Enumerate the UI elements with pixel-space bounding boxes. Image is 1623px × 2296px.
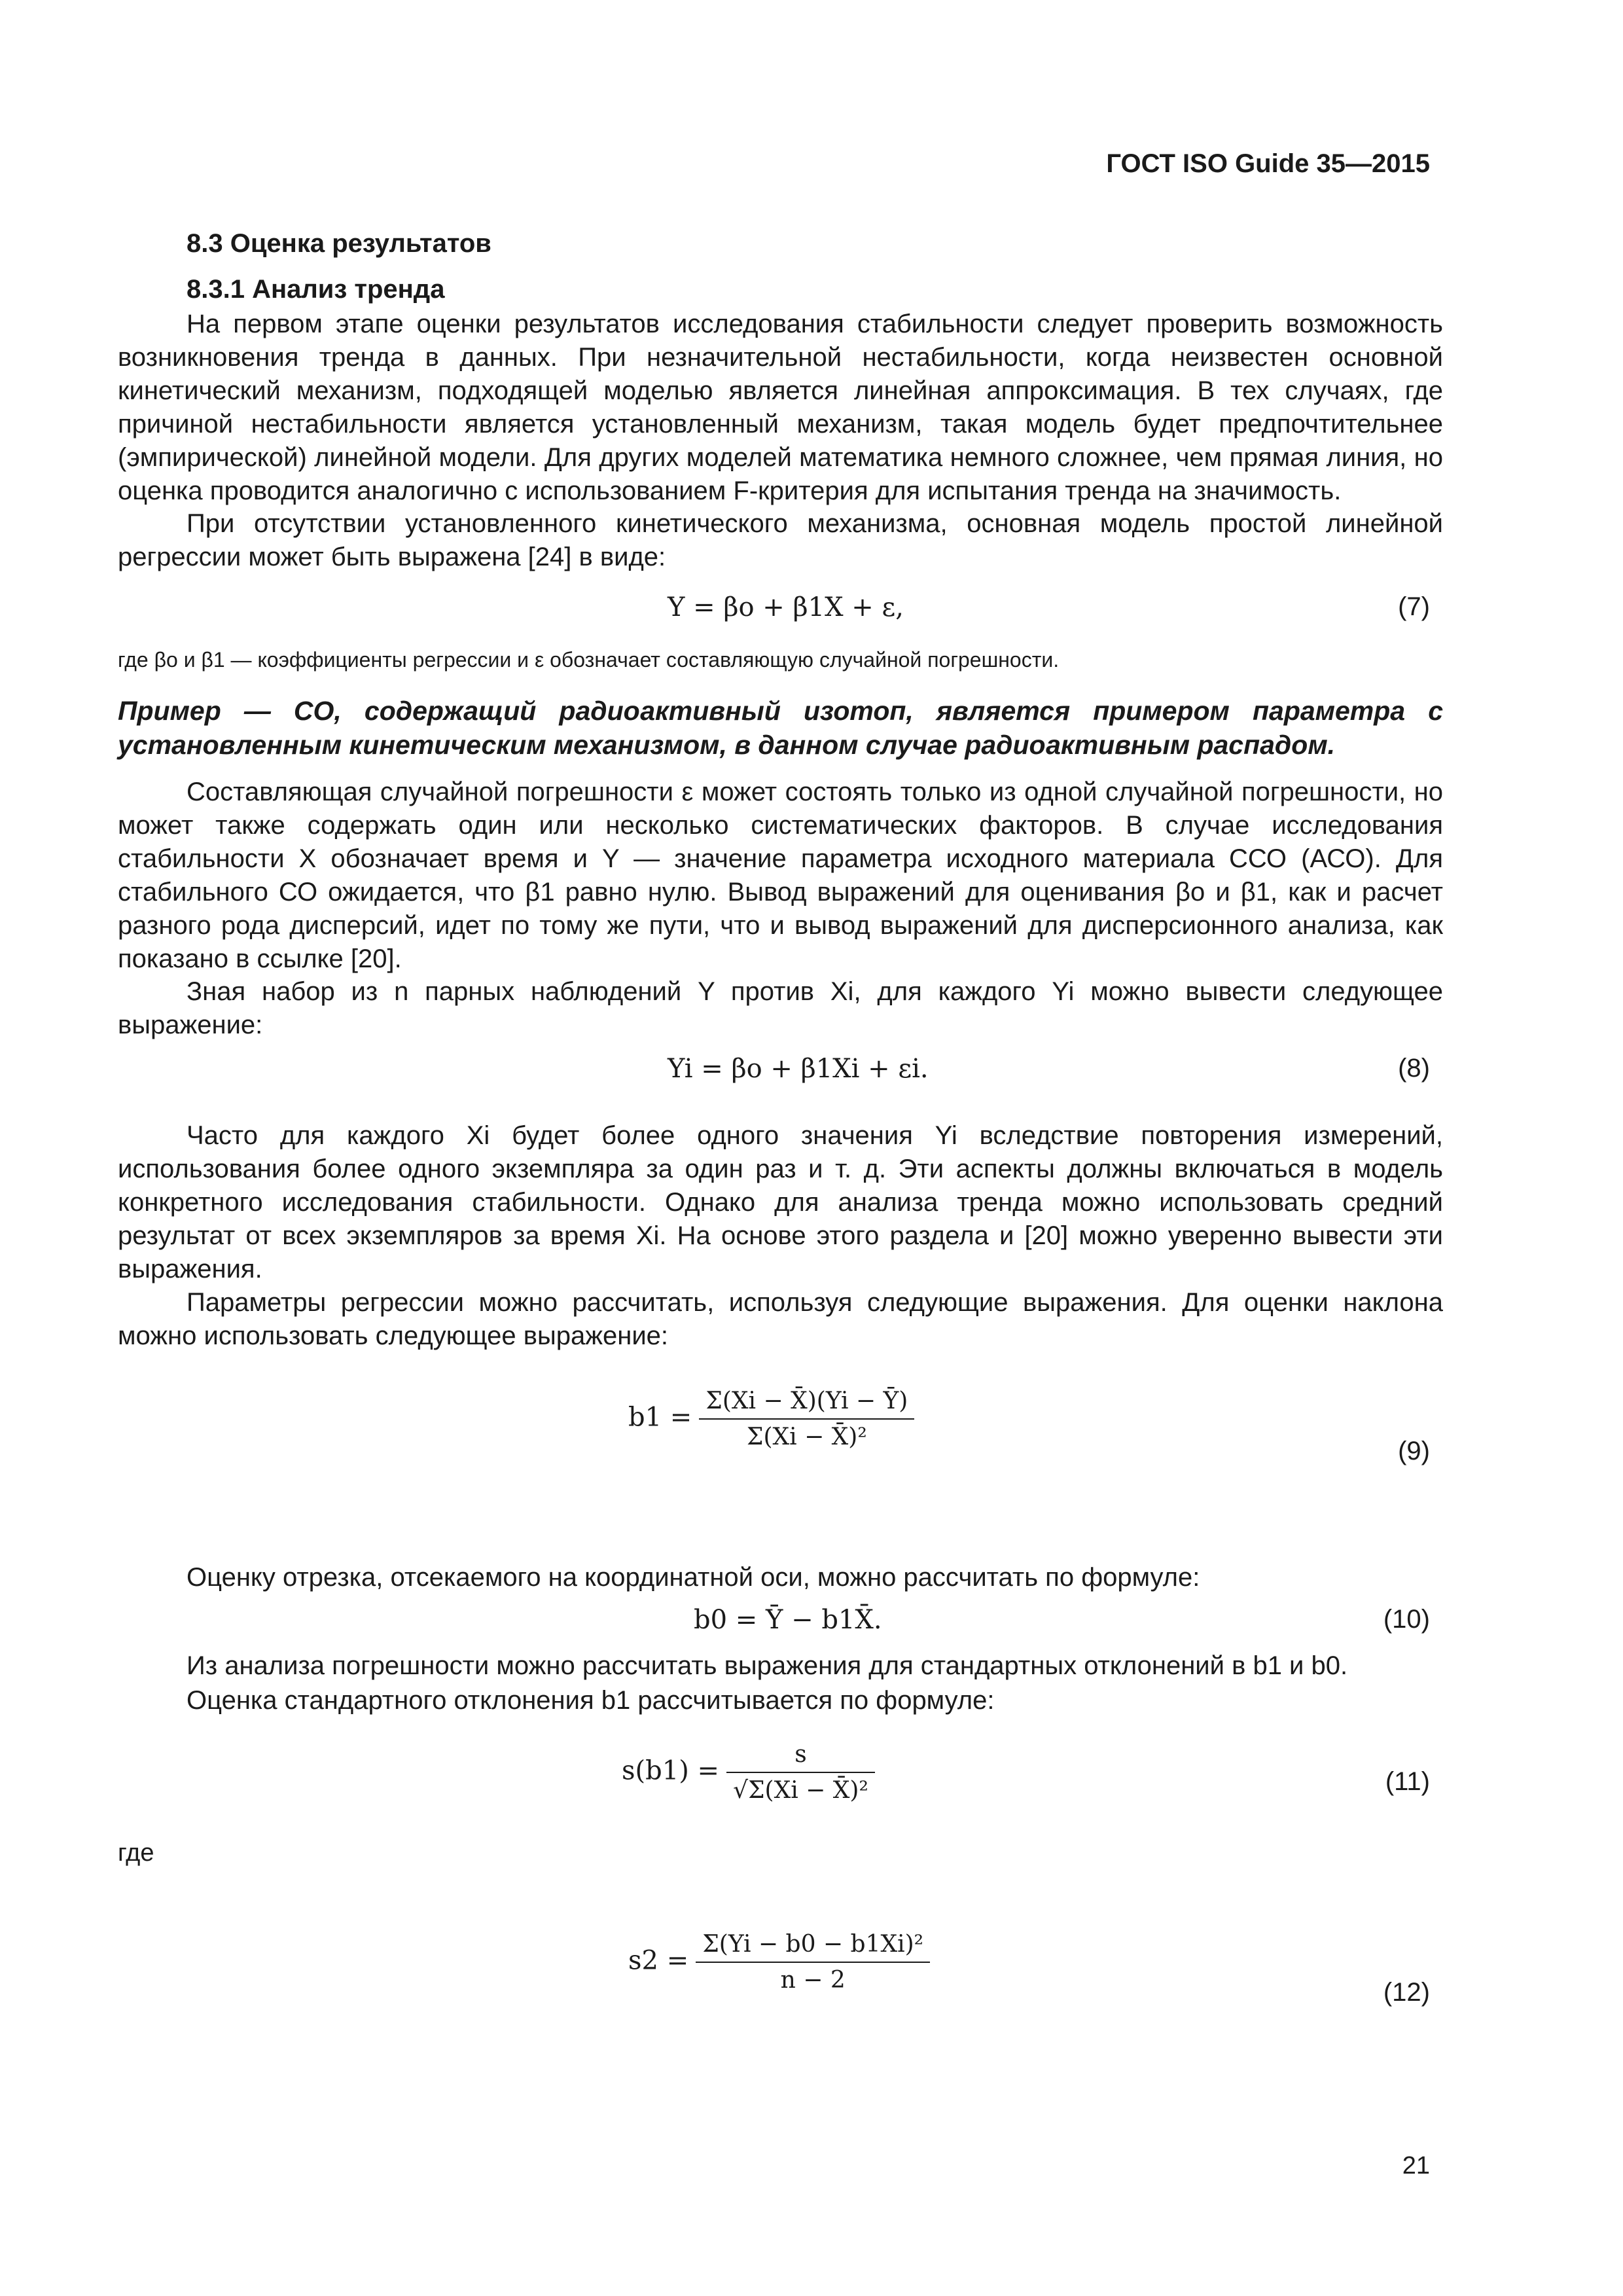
paragraph-9: Оценка стандартного отклонения b1 рассчитывается по формуле: — [187, 1686, 995, 1715]
equation-12-denominator: n − 2 — [696, 1962, 930, 1994]
equation-9-lhs: b1 = — [628, 1402, 692, 1433]
equation-11-denominator: √Σ(Xi − X̄)² — [726, 1772, 875, 1804]
paragraph-7: Оценку отрезка, отсекаемого на координатной оси, можно рассчитать по формуле: — [187, 1563, 1200, 1592]
paragraph-6: Параметры регрессии можно рассчитать, используя следующие выражения. Для оценки наклона можно использовать следующее выражение: — [118, 1288, 1443, 1350]
paragraph-5: Часто для каждого Xi будет более одного значения Yi вследствие повторения измерений, использования более одного экземпляра за один раз и т. д. Эти аспекты должны включаться в модель конкретного исследования стабильности. Однако для анализа тренда можно использовать средний результат от всех экземпляров за время Xi. На основе этого раздела и [20] можно уверенно вывести эти выражения. — [118, 1121, 1443, 1283]
equation-11 — [622, 1741, 875, 1804]
paragraph-2: При отсутствии установленного кинетического механизма, основная модель простой линейной регрессии может быть выражена [24] в виде: — [118, 509, 1443, 571]
equation-9-fraction — [699, 1388, 914, 1450]
paragraph-3: Составляющая случайной погрешности ε может состоять только из одной случайной погрешности, но может также содержать один или несколько систематических факторов. В случае исследования стабильности X обозначает время и Y — значение параметра исходного материала ССО (АСО). Для стабильного СО ожидается, что β1 равно нулю. Вывод выражений для оценивания βo и β1, как и расчет разного рода дисперсий, идет по тому же пути, что и вывод выражений для дисперсионного анализа, как показано в ссылке [20]. — [118, 778, 1443, 973]
equation-12-lhs: s2 = — [628, 1945, 689, 1976]
equation-12-numerator: Σ(Yi − b0 − b1Xi)² — [702, 1931, 924, 1958]
equation-11-numerator: s — [794, 1741, 807, 1768]
equation-7-number: (7) — [1398, 592, 1430, 621]
equation-9-numerator: Σ(Xi − X̄)(Yi − Ȳ) — [705, 1388, 908, 1414]
equation-9-number: (9) — [1398, 1437, 1430, 1465]
equation-7: Y = βo + β1X + ε, — [668, 592, 904, 622]
where-7-text: где βo и β1 — коэффициенты регрессии и ε обозначает составляющую случайной погрешности. — [118, 648, 1060, 672]
equation-10-number: (10) — [1383, 1605, 1430, 1634]
paragraph-8: Из анализа погрешности можно рассчитать выражения для стандартных отклонений в b1 и b0. — [187, 1651, 1348, 1680]
equation-12-fraction — [696, 1931, 930, 1994]
equation-11-number: (11) — [1385, 1767, 1430, 1796]
paragraph-4: Зная набор из n парных наблюдений Y против Xi, для каждого Yi можно вывести следующее выражение: — [118, 977, 1443, 1039]
equation-9 — [628, 1388, 914, 1450]
subsection-title: 8.3.1 Анализ тренда — [187, 275, 445, 304]
equation-11-lhs: s(b1) = — [622, 1755, 720, 1786]
paragraph-1: На первом этапе оценки результатов исследования стабильности следует проверить возможность возникновения тренда в данных. При незначительной нестабильности, когда неизвестен основной кинетический механизм, подходящей моделью является линейная аппроксимация. В тех случаях, где причиной нестабильности является установленный механизм, такая модель будет предпочтительнее (эмпирической) линейной модели. Для других моделей математика немного сложнее, чем прямая линия, но оценка проводится аналогично с использованием F-критерия для испытания тренда на значимость. — [118, 310, 1443, 505]
where-11-text: где — [118, 1839, 154, 1867]
equation-9-denominator: Σ(Xi − X̄)² — [699, 1418, 914, 1450]
page-number: 21 — [1402, 2152, 1430, 2179]
standard-header: ГОСТ ISO Guide 35—2015 — [1106, 149, 1430, 178]
equation-10: b0 = Ȳ − b1X̄. — [694, 1605, 882, 1635]
example-text: Пример — СО, содержащий радиоактивный изотоп, является примером параметра с установленным кинетическим механизмом, в данном случае радиоактивным распадом. — [118, 696, 1443, 760]
equation-8: Yi = βo + β1Xi + εi. — [668, 1054, 929, 1084]
equation-12-number: (12) — [1383, 1978, 1430, 2007]
section-title: 8.3 Оценка результатов — [187, 229, 491, 258]
equation-8-number: (8) — [1398, 1054, 1430, 1083]
equation-12 — [628, 1931, 930, 1994]
equation-11-fraction — [726, 1741, 875, 1804]
